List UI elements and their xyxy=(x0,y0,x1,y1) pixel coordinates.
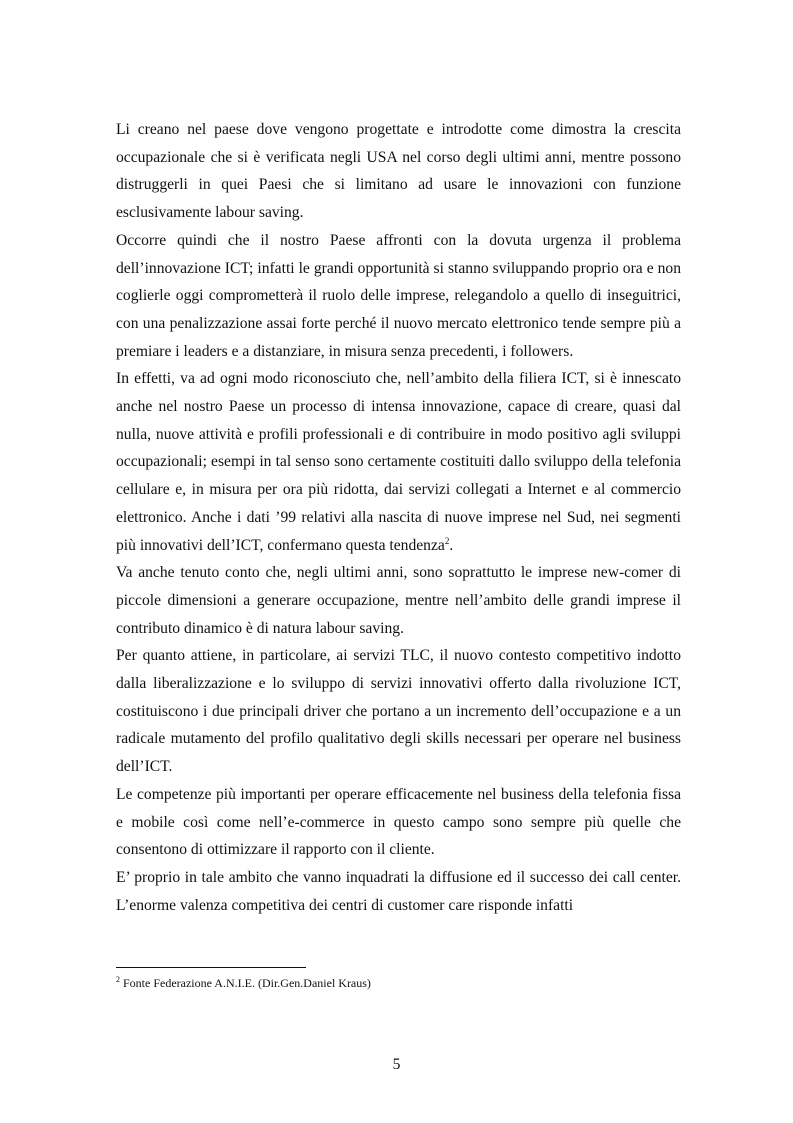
paragraph-1-text: Li creano nel paese dove vengono progettate e introdotte come dimostra la crescita occupazionale che si è verificata negli USA nel corso degli ultimi anni, mentre possono distruggerli in quei Paesi che si limitano ad usare le innovazioni con funzione esclusivamente labour saving. xyxy=(116,121,681,222)
paragraph-7-text: E’ proprio in tale ambito che vanno inquadrati la diffusione ed il successo dei call center. L’enorme valenza competitiva dei centri di customer care risponde infatti xyxy=(116,868,681,914)
paragraph-1 xyxy=(116,116,681,227)
body-text xyxy=(116,116,681,919)
footnote-text: Fonte Federazione A.N.I.E. (Dir.Gen.Daniel Kraus) xyxy=(120,976,371,990)
paragraph-7 xyxy=(116,864,681,919)
paragraph-5 xyxy=(116,642,681,781)
page-number: 5 xyxy=(392,1056,401,1073)
paragraph-3-text: In effetti, va ad ogni modo riconosciuto che, nell’ambito della filiera ICT, si è innescato anche nel nostro Paese un processo di intensa innovazione, capace di creare, quasi dal nulla, nuove attività e profili professionali e di contribuire in modo positivo agli sviluppi occupazionali; esempi in tal senso sono certamente costituiti dallo sviluppo della telefonia cellulare e, in misura per ora più ridotta, dai servizi collegati a Internet e al commercio elettronico. Anche i dati ’99 relativi alla nascita di nuove imprese nel Sud, nei segmenti più innovativi dell’ICT, confermano questa tendenza xyxy=(116,370,681,554)
paragraph-3 xyxy=(116,365,681,559)
paragraph-4 xyxy=(116,559,681,642)
footnote-divider xyxy=(116,967,306,968)
paragraph-2-text: Occorre quindi che il nostro Paese affronti con la dovuta urgenza il problema dell’innovazione ICT; infatti le grandi opportunità si stanno sviluppando proprio ora e non coglierle oggi comprometterà il ruolo delle imprese, relegandolo a quello di inseguitrici, con una penalizzazione assai forte perché il nuovo mercato elettronico tende sempre più a premiare i leaders e a distanziare, in misura senza precedenti, i followers. xyxy=(116,231,681,360)
footnote-number: 2 xyxy=(116,975,120,984)
paragraph-5-text: Per quanto attiene, in particolare, ai servizi TLC, il nuovo contesto competitivo indotto dalla liberalizzazione e lo sviluppo di servizi innovativi offerto dalla rivoluzione ICT, costituiscono i due principali driver che portano a un incremento dell’occupazione e a un radicale mutamento del profilo qualitativo degli skills necessari per operare nel business dell’ICT. xyxy=(116,647,681,776)
footnote xyxy=(116,975,681,991)
paragraph-3-suffix: . xyxy=(449,536,454,554)
paragraph-6 xyxy=(116,781,681,864)
footnote-reference: 2 xyxy=(444,535,450,546)
paragraph-4-text: Va anche tenuto conto che, negli ultimi anni, sono soprattutto le imprese new-comer di piccole dimensioni a generare occupazione, mentre nell’ambito delle grandi imprese il contributo dinamico è di natura labour saving. xyxy=(116,564,681,637)
paragraph-2 xyxy=(116,227,681,366)
paragraph-6-text: Le competenze più importanti per operare efficacemente nel business della telefonia fissa e mobile così come nell’e-commerce in questo campo sono sempre più quelle che consentono di ottimizzare il rapporto con il cliente. xyxy=(116,785,681,859)
